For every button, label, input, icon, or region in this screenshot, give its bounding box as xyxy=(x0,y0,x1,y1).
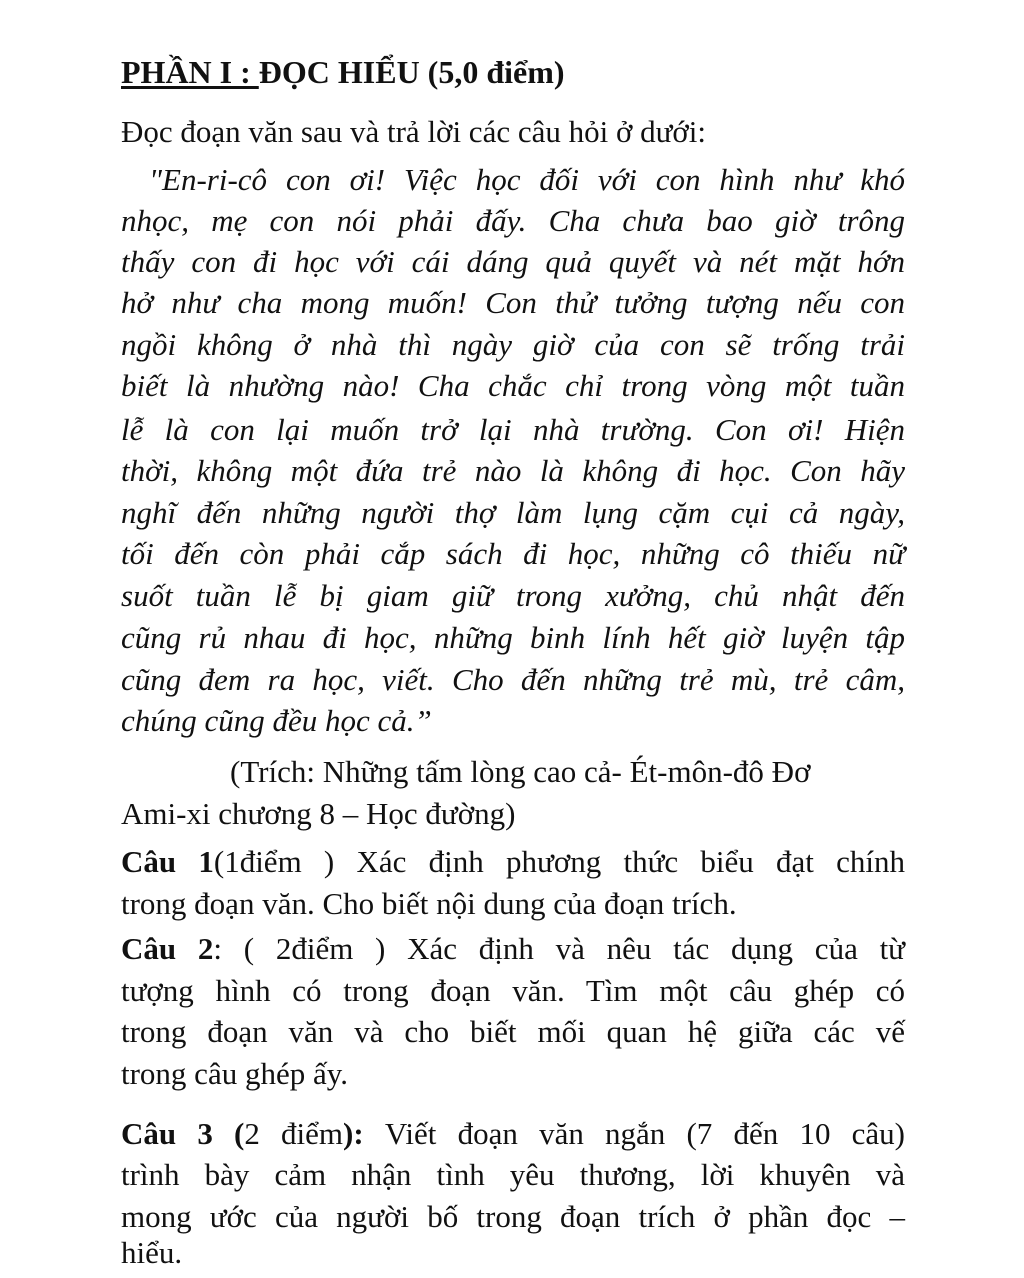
question-line: trong đoạn văn và cho biết mối quan hệ giữa các vế xyxy=(121,1014,905,1049)
question-line: Câu 2: ( 2điểm ) Xác định và nêu tác dụng của từ xyxy=(121,931,905,966)
section-heading xyxy=(121,52,905,92)
passage-line: nghĩ đến những người thợ làm lụng cặm cụi cả ngày, xyxy=(121,495,905,530)
question-points: 2 điểm xyxy=(244,1116,344,1151)
question-line: tượng hình có trong đoạn văn. Tìm một câu ghép có xyxy=(121,973,905,1008)
section-title: ĐỌC HIỂU (5,0 điểm) xyxy=(258,54,565,90)
question-line: trong câu ghép ấy. xyxy=(121,1056,348,1091)
passage-line: thời, không một đứa trẻ nào là không đi học. Con hãy xyxy=(121,453,905,488)
passage-line: cũng rủ nhau đi học, những binh lính hết giờ luyện tập xyxy=(121,620,905,655)
question-label: Câu 3 ( xyxy=(121,1116,245,1151)
passage-line: tối đến còn phải cắp sách đi học, những cô thiếu nữ xyxy=(121,536,905,571)
question-label: Câu 2 xyxy=(121,931,214,966)
passage-line: thấy con đi học với cái dáng quả quyết và nét mặt hớn xyxy=(121,244,905,279)
passage-line: hở như cha mong muốn! Con thử tưởng tượng nếu con xyxy=(121,285,905,320)
question-line: Câu 3 (2 điểm): Viết đoạn văn ngắn (7 đến 10 câu) xyxy=(121,1116,906,1151)
part-label: PHẦN I : xyxy=(121,54,259,90)
question-line: Câu 1(1điểm ) Xác định phương thức biểu đạt chính xyxy=(121,844,905,879)
question-line: trong đoạn văn. Cho biết nội dung của đoạn trích. xyxy=(121,886,737,921)
question-line: trình bày cảm nhận tình yêu thương, lời khuyên và xyxy=(121,1157,905,1192)
passage-line: nhọc, mẹ con nói phải đấy. Cha chưa bao giờ trông xyxy=(121,203,905,238)
passage-line: chúng cũng đều học cả.” xyxy=(121,703,432,738)
passage-line: suốt tuần lễ bị giam giữ trong xưởng, chủ nhật đến xyxy=(121,578,905,613)
question-line: mong ước của người bố trong đoạn trích ở phần đọc – xyxy=(121,1199,905,1234)
citation-line: (Trích: Những tấm lòng cao cả- Ét-môn-đô Đơ xyxy=(230,754,811,789)
question-line: hiểu. xyxy=(121,1235,183,1270)
instruction-text: Đọc đoạn văn sau và trả lời các câu hỏi ở dưới: xyxy=(121,114,707,149)
question-label: Câu 1 xyxy=(121,844,214,879)
passage-line: lễ là con lại muốn trở lại nhà trường. Con ơi! Hiện xyxy=(121,412,905,447)
passage-line: ngồi không ở nhà thì ngày giờ của con sẽ trống trải xyxy=(121,327,905,362)
passage-line: biết là nhường nào! Cha chắc chỉ trong vòng một tuần xyxy=(121,368,905,403)
passage-line: "En-ri-cô con ơi! Việc học đối với con hình như khó xyxy=(149,162,905,197)
citation-line: Ami-xi chương 8 – Học đường) xyxy=(121,796,516,831)
passage-line: cũng đem ra học, viết. Cho đến những trẻ mù, trẻ câm, xyxy=(121,662,905,697)
